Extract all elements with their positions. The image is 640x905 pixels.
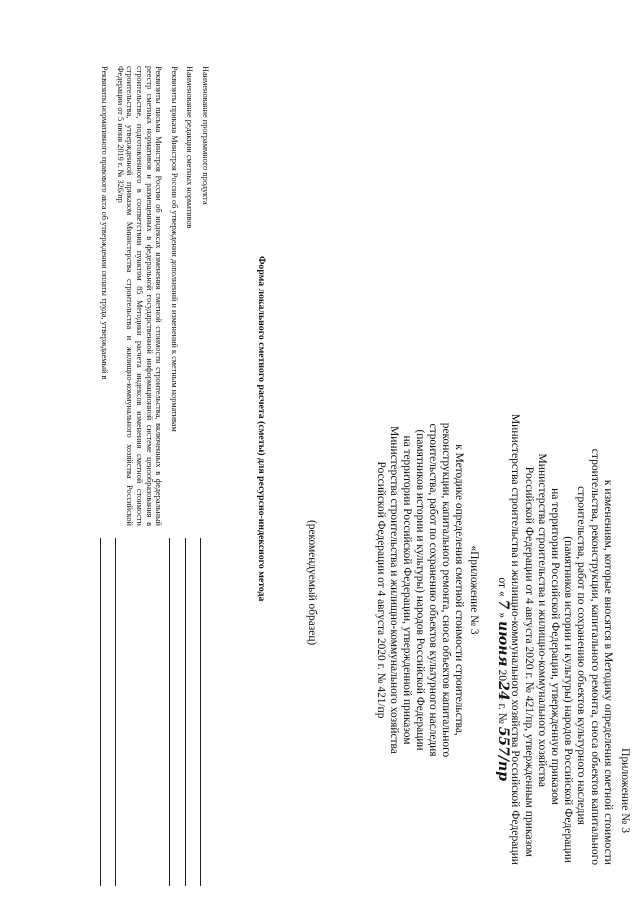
date-year: 24	[495, 681, 512, 701]
appendix-heading: Приложение № 3	[619, 748, 632, 833]
field-line	[200, 538, 201, 886]
date-number-prefix: г. №	[496, 703, 510, 724]
recommended-sample-note: (рекомендуемый образец)	[306, 520, 318, 646]
field-label: Реквизиты письма Минстроя России об индексах изменения сметной стоимости строительства, включенных в федеральный реестр сметных нормативов и размещенных в федеральной государственной информационной системе ценообразования в строительстве, подготовленного в соответствии пунктом 85 Методики расчета индексов изменения сметной стоимости строительства, утвержденной приказом Министерства строительства и жилищно-коммунального хозяйства Российской Федерации от 5 июня 2019 г. № 326/пр	[115, 66, 164, 526]
inner-appendix-line: (памятников истории и культуры) народов Российской Федерации	[414, 429, 426, 751]
date-day: 7	[495, 599, 512, 610]
form-title: Форма локального сметного расчета (сметы) для ресурсно-индексного метода	[256, 256, 267, 602]
appendix-line: к изменениям, которые вносятся в Методику определения сметной стоимости	[601, 479, 615, 865]
inner-appendix-line: Российской Федерации от 4 августа 2020 г. № 421/пр	[375, 461, 387, 719]
field-letter-details	[115, 66, 163, 526]
field-line	[100, 538, 101, 886]
field-label: Реквизиты нормативного правового акта об утверждении оплаты труда, утверждаемый в	[100, 66, 110, 380]
date-year-prefix: 20	[496, 669, 510, 682]
inner-appendix-line: реконструкции, капитального ремонта, сноса объектов капитального	[440, 422, 452, 758]
form-fields	[94, 66, 210, 526]
appendix-header	[496, 0, 632, 905]
field-line	[115, 538, 116, 886]
field-order-details	[169, 66, 179, 526]
date-number: 557/пр	[495, 726, 512, 781]
inner-appendix-line: к Методике определения сметной стоимости строительства,	[453, 444, 465, 736]
field-software	[200, 66, 210, 526]
date-prefix: от «	[496, 577, 510, 597]
date-month: июня	[495, 621, 512, 667]
field-label: Реквизиты приказа Минстроя России об утверждении дополнений и изменений к сметным нормативам	[169, 66, 179, 432]
field-label: Наименование программного продукта	[201, 66, 210, 205]
inner-appendix-line: Министерства строительства и жилищно-коммунального хозяйства	[388, 426, 400, 754]
appendix-line: Министерства строительства и жилищно-коммунального хозяйства	[535, 453, 549, 787]
appendix-line: Российской Федерации от 4 августа 2020 г. № 421/пр, утвержденным приказом	[522, 466, 536, 857]
appendix-line: строительства, работ по сохранению объектов культурного наследия	[575, 486, 589, 825]
appendix-line: строительства, реконструкции, капитального ремонта, сноса объектов капитального	[588, 448, 602, 865]
field-line	[169, 538, 170, 886]
inner-appendix-line: на территории Российской Федерации, утвержденной приказом	[401, 435, 413, 745]
appendix-line: (памятников истории и культуры) народов Российской Федерации	[562, 536, 576, 863]
appendix-date	[495, 0, 512, 865]
field-act-details	[100, 66, 110, 526]
appendix-line: Министерства строительства и жилищно-коммунального хозяйства Российской Федерации	[509, 413, 523, 865]
inner-appendix-line: строительства, работ по сохранению объектов культурного наследия	[427, 423, 439, 757]
inner-appendix	[374, 370, 480, 810]
field-norms-edition	[185, 66, 195, 526]
field-label: Наименование редакции сметных нормативов	[185, 66, 195, 229]
date-quote: »	[496, 612, 510, 619]
appendix-line: на территории Российской Федерации, утвержденную приказом	[548, 488, 562, 805]
field-line	[185, 538, 186, 886]
inner-appendix-heading: «Приложение № 3	[468, 545, 480, 635]
